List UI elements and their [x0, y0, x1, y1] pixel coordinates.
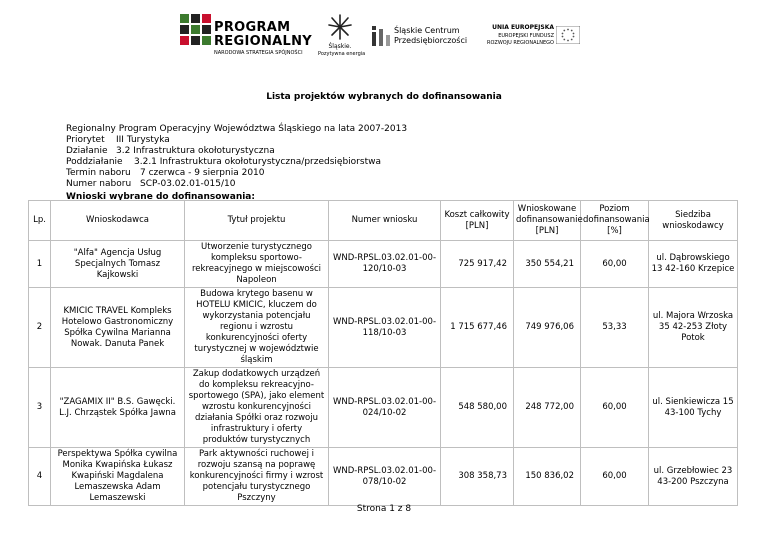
program-name: Regionalny Program Operacyjny Województwa Śląskiego na lata 2007-2013 — [66, 124, 408, 134]
scp-line1: Śląskie Centrum — [394, 26, 460, 35]
eu-flag-icon — [556, 26, 580, 44]
slaskie-line2: Pozytywna energia — [318, 51, 366, 57]
cell-tytul: Budowa krytego basenu w HOTELU KMICIC, kluczem do wykorzystania potencjału regionu i wzrostu konkurencyjności oferty turystycznej w województwie śląskim — [185, 288, 329, 368]
cell-wnioskowane: 150 836,02 — [514, 448, 581, 506]
termin-value: 7 czerwca - 9 sierpnia 2010 — [140, 168, 265, 178]
cell-koszt: 725 917,42 — [441, 241, 514, 288]
program-line3: NARODOWA STRATEGIA SPÓJNOŚCI — [214, 50, 303, 56]
table-row — [29, 368, 738, 448]
info-dzialanie — [66, 146, 275, 156]
cell-lp: 3 — [29, 368, 51, 448]
cell-siedziba: ul. Dąbrowskiego 13 42-160 Krzepice — [649, 241, 738, 288]
header-siedziba: Siedziba wnioskodawcy — [649, 201, 738, 241]
header-wnioskowane: Wnioskowane dofinansowanie [PLN] — [514, 201, 581, 241]
cell-lp: 4 — [29, 448, 51, 506]
cell-siedziba: ul. Grzebłowiec 23 43-200 Pszczyna — [649, 448, 738, 506]
program-regionalny-mark-icon — [178, 12, 212, 52]
header-numer: Numer wniosku — [329, 201, 441, 241]
cell-siedziba: ul. Majora Wrzoska 35 42-253 Złoty Potok — [649, 288, 738, 368]
cell-lp: 1 — [29, 241, 51, 288]
eu-line2: EUROPEJSKI FUNDUSZ — [498, 33, 554, 39]
program-line2: REGIONALNY — [214, 34, 312, 49]
document-title: Lista projektów wybranych do dofinansowania — [266, 92, 502, 102]
cell-wnioskodawca: KMICIC TRAVEL Kompleks Hotelowo Gastronomiczny Spółka Cywilna Marianna Nowak. Danuta Panek — [51, 288, 185, 368]
header-koszt: Koszt całkowity [PLN] — [441, 201, 514, 241]
termin-label: Termin naboru — [66, 168, 131, 178]
cell-tytul: Zakup dodatkowych urządzeń do kompleksu rekreacyjno-sportowego (SPA), jako element wzrostu konkurencyjności działania Spółki oraz rozwoju infrastruktury i oferty produktów turystycznych — [185, 368, 329, 448]
scp-mark-icon — [370, 24, 392, 48]
cell-poziom: 53,33 — [581, 288, 649, 368]
info-termin — [66, 168, 265, 178]
header-poziom: Poziom dofinansowania [%] — [581, 201, 649, 241]
program-line1: PROGRAM — [214, 20, 291, 35]
slaskie-logo — [318, 10, 366, 62]
header-wnioskodawca: Wnioskodawca — [51, 201, 185, 241]
cell-numer: WND-RPSL.03.02.01-00-024/10-02 — [329, 368, 441, 448]
info-poddzialanie — [66, 157, 381, 167]
priorytet-value: III Turystyka — [116, 135, 170, 145]
scp-logo — [370, 24, 470, 54]
projects-table — [28, 200, 738, 506]
cell-koszt: 548 580,00 — [441, 368, 514, 448]
poddzialanie-label: Poddziałanie — [66, 157, 123, 167]
header-tytul: Tytuł projektu — [185, 201, 329, 241]
cell-lp: 2 — [29, 288, 51, 368]
cell-numer: WND-RPSL.03.02.01-00-118/10-03 — [329, 288, 441, 368]
poddzialanie-value: 3.2.1 Infrastruktura okołoturystyczna/przedsiębiorstwa — [134, 157, 381, 167]
header-lp: Lp. — [29, 201, 51, 241]
info-numer — [66, 179, 235, 189]
slaskie-line1: Śląskie. — [328, 43, 352, 50]
eu-line3: ROZWOJU REGIONALNEGO — [486, 40, 554, 46]
table-row — [29, 241, 738, 288]
cell-wnioskowane: 749 976,06 — [514, 288, 581, 368]
slaskie-sun-icon — [326, 12, 354, 42]
cell-tytul: Park aktywności ruchowej i rozwoju szansą na poprawę konkurencyjności firmy i wzrost potencjału turystycznego Pszczyny — [185, 448, 329, 506]
cell-koszt: 308 358,73 — [441, 448, 514, 506]
cell-tytul: Utworzenie turystycznego kompleksu sportowo-rekreacyjnego w miejscowości Napoleon — [185, 241, 329, 288]
info-priorytet — [66, 135, 170, 145]
table-header-row — [29, 201, 738, 241]
page-footer: Strona 1 z 8 — [356, 504, 412, 514]
scp-line2: Przedsiębiorczości — [394, 36, 468, 45]
priorytet-label: Priorytet — [66, 135, 105, 145]
numer-label: Numer naboru — [66, 179, 132, 189]
eu-line1: UNIA EUROPEJSKA — [492, 24, 554, 31]
table-row — [29, 288, 738, 368]
cell-poziom: 60,00 — [581, 448, 649, 506]
section-title: Wnioski wybrane do dofinansowania: — [66, 192, 255, 202]
cell-wnioskodawca: Perspektywa Spółka cywilna Monika Kwapińska Łukasz Kwapiński Magdalena Lemaszewska Adam Lemaszewski — [51, 448, 185, 506]
cell-wnioskowane: 248 772,00 — [514, 368, 581, 448]
dzialanie-value: 3.2 Infrastruktura okołoturystyczna — [116, 146, 275, 156]
cell-wnioskodawca: "ZAGAMIX II" B.S. Gawęcki. L.J. Chrząstek Spółka Jawna — [51, 368, 185, 448]
cell-wnioskowane: 350 554,21 — [514, 241, 581, 288]
program-regionalny-logo — [178, 8, 318, 58]
numer-value: SCP-03.02.01-015/10 — [140, 179, 236, 189]
cell-numer: WND-RPSL.03.02.01-00-078/10-02 — [329, 448, 441, 506]
cell-poziom: 60,00 — [581, 241, 649, 288]
cell-poziom: 60,00 — [581, 368, 649, 448]
cell-wnioskodawca: "Alfa" Agencja Usług Specjalnych Tomasz Kajkowski — [51, 241, 185, 288]
table-row — [29, 448, 738, 506]
cell-koszt: 1 715 677,46 — [441, 288, 514, 368]
cell-numer: WND-RPSL.03.02.01-00-120/10-03 — [329, 241, 441, 288]
dzialanie-label: Działanie — [66, 146, 108, 156]
cell-siedziba: ul. Sienkiewicza 15 43-100 Tychy — [649, 368, 738, 448]
eu-logo — [476, 22, 586, 58]
